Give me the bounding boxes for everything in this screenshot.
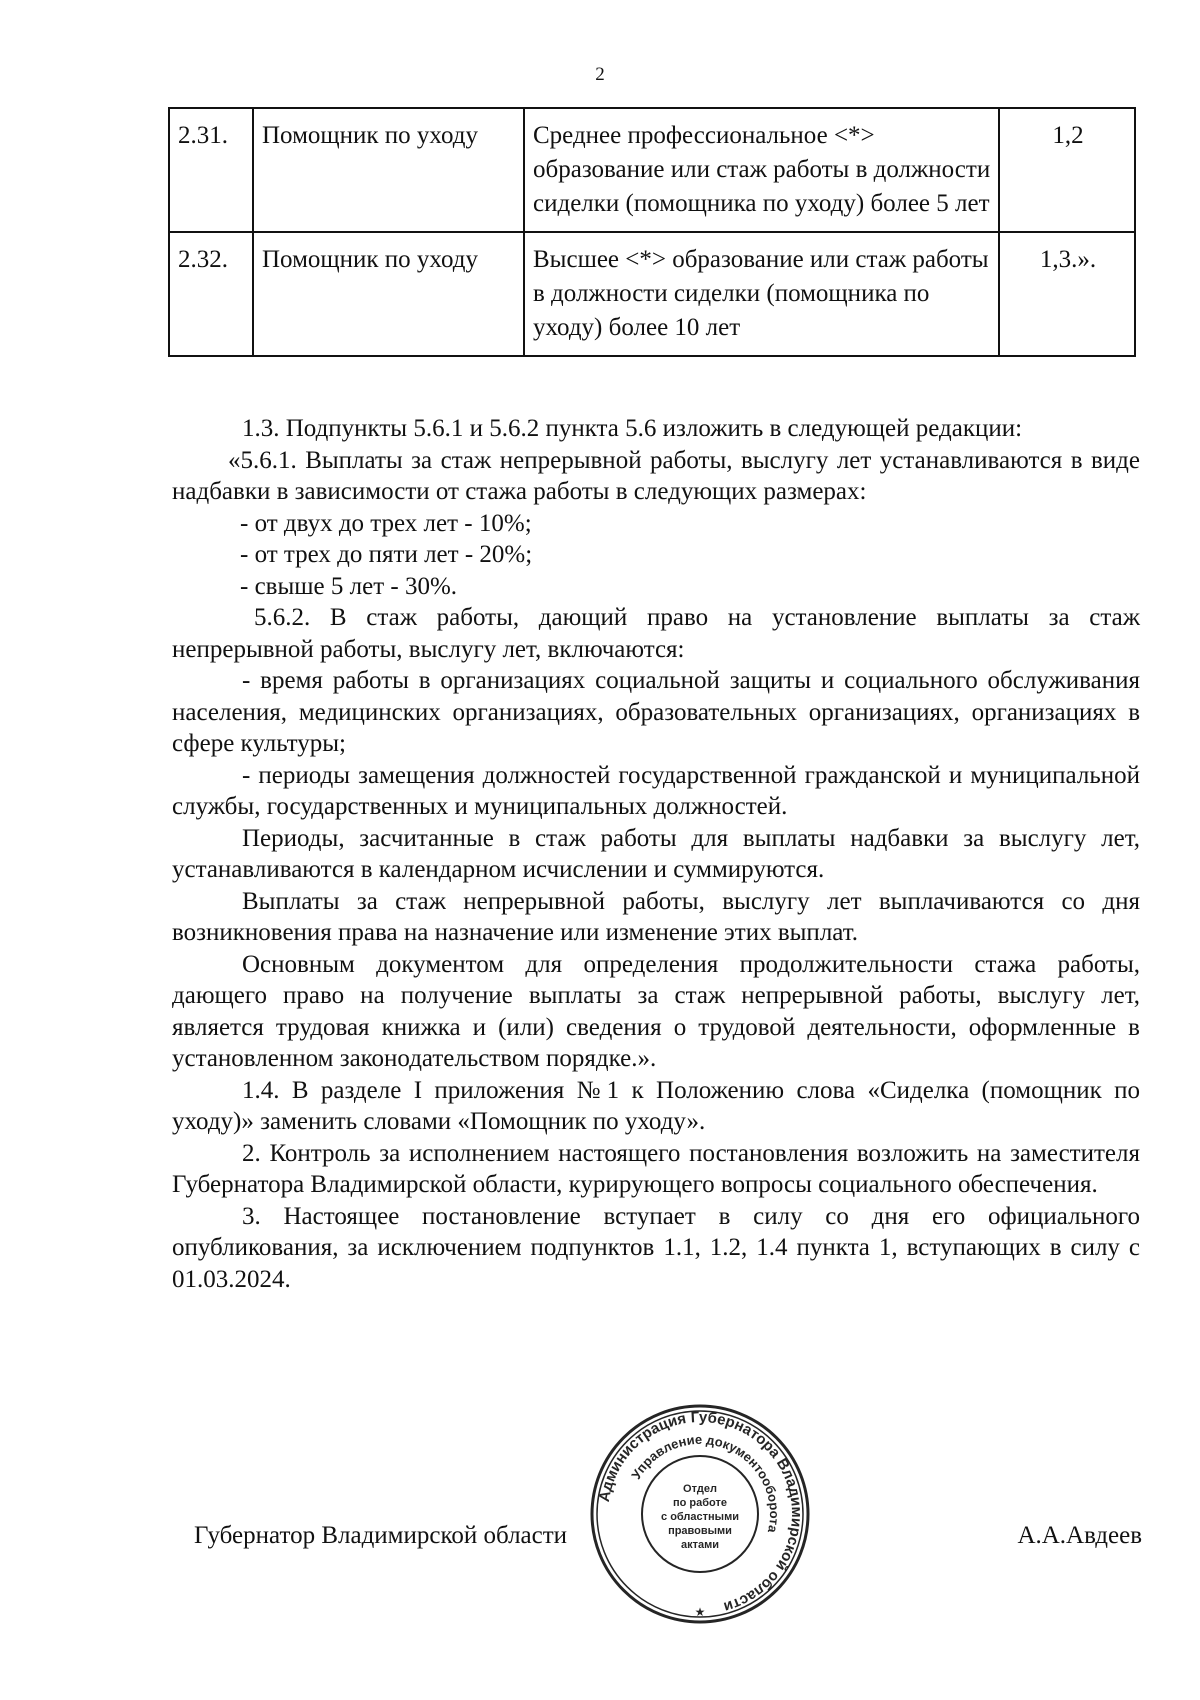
seal-inner-text: Управление документооборота xyxy=(628,1431,783,1535)
seal-center-line: актами xyxy=(680,1539,720,1551)
table-row xyxy=(169,108,1135,232)
row-number: 2.32. xyxy=(169,232,253,356)
table-row xyxy=(169,232,1135,356)
seal-center-line: с областными xyxy=(661,1511,739,1523)
seal-star-icon: ★ xyxy=(694,1605,706,1619)
paragraph-5-6-1: «5.6.1. Выплаты за стаж непрерывной работы, выслугу лет устанавливаются в виде надбавки в зависимости от стажа работы в следующих размерах: xyxy=(172,446,1140,505)
page-number: 2 xyxy=(595,64,605,85)
paragraph-3-effective: 3. Настоящее постановление вступает в силу со дня его официального опубликования, за исключением подпунктов 1.1, 1.2, 1.4 пункта 1, вступающих в силу с 01.03.2024. xyxy=(172,1202,1140,1293)
row-coefficient: 1,2 xyxy=(999,108,1135,232)
row-coefficient: 1,3.». xyxy=(999,232,1135,356)
row-position: Помощник по уходу xyxy=(253,108,524,232)
seal-center-line: по работе xyxy=(672,1497,728,1509)
row-position: Помощник по уходу xyxy=(253,232,524,356)
signatory-name: А.А.Авдеев xyxy=(1017,1522,1142,1549)
seal-center-line: правовыми xyxy=(668,1525,732,1537)
paragraph-1-4: 1.4. В разделе I приложения №1 к Положению слова «Сиделка (помощник по уходу)» заменить словами «Помощник по уходу». xyxy=(172,1076,1140,1135)
paragraph-service-periods: - периоды замещения должностей государственной гражданской и муниципальной службы, государственных и муниципальных должностей. xyxy=(172,761,1140,820)
seal-outer-text: Администрация Губернатора Владимирской области xyxy=(595,1408,806,1616)
row-requirements: Среднее профессиональное <*> образование или стаж работы в должности сиделки (помощника по уходу) более 5 лет xyxy=(524,108,999,232)
list-item: - от трех до пяти лет - 20%; xyxy=(240,541,533,568)
row-requirements: Высшее <*> образование или стаж работы в должности сиделки (помощника по уходу) более 10 лет xyxy=(524,232,999,356)
paragraph-main-document: Основным документом для определения продолжительности стажа работы, дающего право на получение выплаты за стаж непрерывной работы, выслугу лет, является трудовая книжка и (или) сведения о трудовой деятельности, оформленные в установленном законодательством порядке.». xyxy=(172,950,1140,1072)
signatory-title: Губернатор Владимирской области xyxy=(194,1522,568,1549)
paragraph-work-time: - время работы в организациях социальной защиты и социального обслуживания населения, медицинских организациях, образовательных организациях, организациях в сфере культуры; xyxy=(172,667,1140,757)
list-item: - свыше 5 лет - 30%. xyxy=(240,572,458,600)
paragraph-calculation: Периоды, засчитанные в стаж работы для выплаты надбавки за выслугу лет, устанавливаются в календарном исчислении и суммируются. xyxy=(172,824,1140,883)
paragraph-2-control: 2. Контроль за исполнением настоящего постановления возложить на заместителя Губернатора Владимирской области, курирующего вопросы социального обеспечения. xyxy=(172,1139,1140,1198)
official-seal xyxy=(588,1402,812,1626)
paragraph-payment-start: Выплаты за стаж непрерывной работы, выслугу лет выплачиваются со дня возникновения права на назначение или изменение этих выплат. xyxy=(172,887,1140,946)
paragraph-1-3: 1.3. Подпункты 5.6.1 и 5.6.2 пункта 5.6 изложить в следующей редакции: xyxy=(242,415,1023,442)
positions-table xyxy=(168,107,1136,357)
document-body xyxy=(172,413,1140,1295)
paragraph-5-6-2: 5.6.2. В стаж работы, дающий право на установление выплаты за стаж непрерывной работы, выслугу лет, включаются: xyxy=(172,604,1140,663)
seal-center-line: Отдел xyxy=(683,1483,717,1495)
row-number: 2.31. xyxy=(169,108,253,232)
list-item: - от двух до трех лет - 10%; xyxy=(240,509,532,537)
